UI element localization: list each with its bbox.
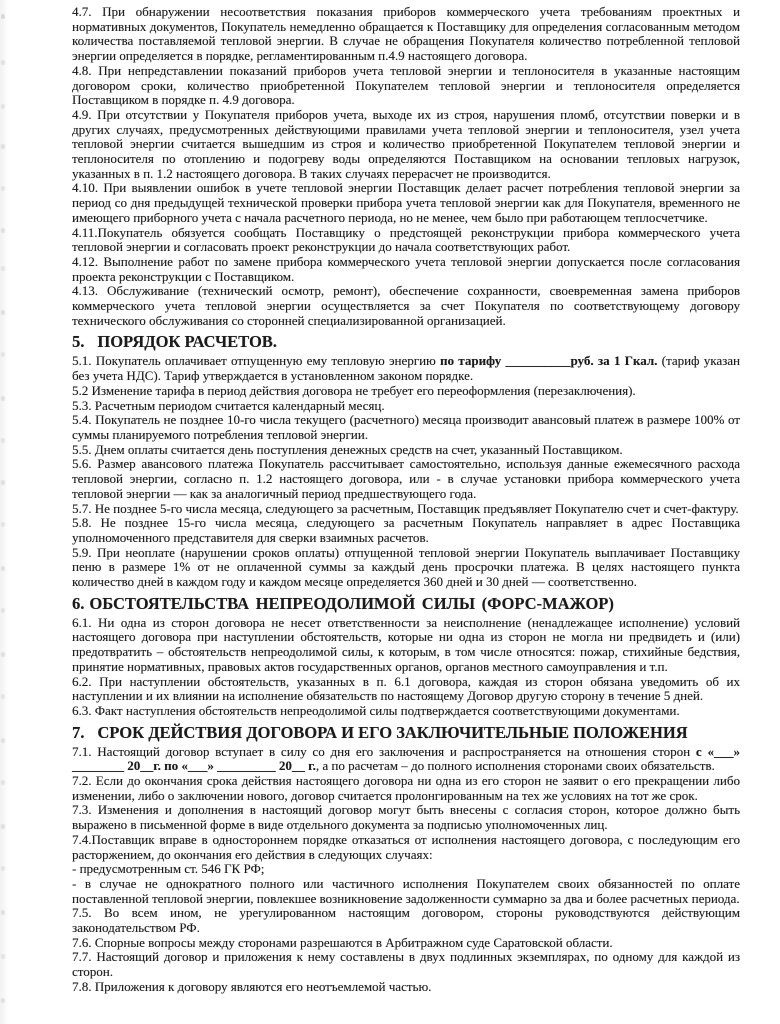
scan-specks bbox=[1, 14, 5, 19]
section-number: 5. bbox=[72, 332, 85, 352]
clause-5-1 bbox=[72, 354, 740, 383]
section-number: 7. bbox=[72, 722, 85, 742]
clause-7-5: 7.5. Во всем ином, не урегулированном настоящим договором, стороны руководствуются действующим законодательством РФ. bbox=[72, 905, 740, 936]
clause-5-8: 5.8. Не позднее 15-го числа месяца, следующего за расчетным Покупатель направляет в адрес Поставщика уполномоченного представителя для сверки взаимных расчетов. bbox=[72, 515, 740, 545]
clause-text-lead: 5.1. Покупатель оплачивает отпущенную ему тепловую энергию bbox=[72, 353, 441, 369]
section-number: 6. bbox=[72, 593, 85, 613]
clause-5-5: 5.5. Днем оплаты считается день поступления денежных средств на счет, указанный Поставщиком. bbox=[72, 441, 623, 457]
clause-7-2: 7.2. Если до окончания срока действия настоящего договора ни одна из его сторон не заявит о его прекращении либо изменении, либо о заключении нового, договор считается пролонгированным на тех же условиях на тот же срок. bbox=[72, 773, 740, 803]
clause-text-lead: 7.1. Настоящий договор вступает в силу со дня его заключения и распространяется на отношения сторон bbox=[72, 743, 696, 759]
section-heading-force-majeure bbox=[72, 594, 740, 614]
clause-5-3: 5.3. Расчетным периодом считается календарный месяц. bbox=[72, 397, 385, 413]
tariff-blank-field: по тарифу __________руб. за 1 Гкал. bbox=[440, 353, 658, 369]
clause-4-11: 4.11.Покупатель обязуется сообщать Поставщику о предстоящей реконструкции прибора коммерческого учета тепловой энергии и согласовать проект реконструкции до начала соответствующих работ. bbox=[72, 224, 740, 255]
clause-text-tail: (тариф указан без учета НДС). Тариф утверждается в установленном законом порядке. bbox=[72, 353, 740, 384]
clause-7-4: 7.4.Поставщик вправе в одностороннем порядке отказаться от исполнения настоящего договора, с последующим его расторжением, до окончания его действия в следующих случаях: bbox=[72, 831, 740, 862]
clause-4-9: 4.9. При отсутствии у Покупателя приборов учета, выходе их из строя, нарушения пломб, отсутствии поверки и в других случаях, предусмотренных действующими правилами учета тепловой энергии и теплоносителя, узел учета тепловой энергии считается вышедшим из строя и количество приобретенной Покупателем тепловой энергии и теплоносителя по отоплению и подогреву воды определяются Поставщиком на основании тепловых нагрузок, указанных в п. 1.2 настоящего договора. В таких случаях перерасчет не производится. bbox=[72, 106, 740, 181]
clause-4-10: 4.10. При выявлении ошибок в учете тепловой энергии Поставщик делает расчет потребления тепловой энергии за период со дня предыдущей технической проверки прибора учета тепловой энергии как для Покупателя, временного не имеющего приборного учета с начала расчетного периода, но не менее, чем было при работающем теплосчетчике. bbox=[72, 180, 740, 225]
clause-5-2: 5.2 Изменение тарифа в период действия договора не требует его переоформления (перезаключения). bbox=[72, 382, 636, 398]
clause-6-3: 6.3. Факт наступления обстоятельств непреодолимой силы подтверждается соответствующими документами. bbox=[72, 702, 680, 718]
clause-5-7: 5.7. Не позднее 5-го числа месяца, следующего за расчетным, Поставщик предъявляет Покупателю счет и счет-фактуру. bbox=[72, 500, 739, 516]
clause-7-1 bbox=[72, 745, 740, 774]
section-heading-payments bbox=[72, 332, 740, 352]
date-blank-fields: с «___» ________ 20__г. по «___» _________ 20__ г. bbox=[72, 743, 740, 774]
clause-7-6: 7.6. Спорные вопросы между сторонами разрешаются в Арбитражном суде Саратовской области. bbox=[72, 934, 613, 950]
section-title: СРОК ДЕЙСТВИЯ ДОГОВОРА И ЕГО ЗАКЛЮЧИТЕЛЬНЫЕ ПОЛОЖЕНИЯ bbox=[97, 722, 688, 742]
clause-5-9: 5.9. При неоплате (нарушении сроков оплаты) отпущенной тепловой энергии Покупатель выплачивает Поставщику пеню в размере 1% от не оплаченной суммы за каждый день просрочки платежа. В целях настоящего пункта количество дней в каждом году и каждом месяце определяется 360 дней и 30 дней — соответственно. bbox=[72, 544, 740, 590]
page-text-column bbox=[72, 5, 740, 995]
clause-4-7: 4.7. При обнаружении несоответствия показания приборов коммерческого учета требованиям проектных и нормативных документов, Покупатель немедленно обращается к Поставщику для определения согласованным методом количества поставляемой тепловой энергии. В случае не обращения Покупателя количество потребленной тепловой энергии определяется в порядке, регламентированным п.4.9 настоящего договора. bbox=[72, 4, 740, 64]
section-title: ПОРЯДОК РАСЧЕТОВ. bbox=[97, 332, 277, 352]
section-heading-term bbox=[72, 723, 740, 743]
clause-6-2: 6.2. При наступлении обстоятельств, указанных в п. 6.1 договора, каждая из сторон обязана уведомить об их наступлении и их влиянии на исполнение обязательств по настоящему Договор другую сторону в течение 5 дней. bbox=[72, 673, 740, 704]
clause-text-tail: , а по расчетам – до полного исполнения сторонами своих обязательств. bbox=[315, 758, 715, 774]
clause-7-7: 7.7. Настоящий договор и приложения к нему составлены в двух подлинных экземплярах, по одному для каждой из сторон. bbox=[72, 949, 740, 980]
clause-7-8: 7.8. Приложения к договору являются его неотъемлемой частью. bbox=[72, 978, 432, 994]
clause-4-8: 4.8. При непредставлении показаний приборов учета тепловой энергии и теплоносителя в указанные настоящим договором сроки, количество приобретенной Покупателем тепловой энергии и теплоносителя определяется Поставщиком в порядке п. 4.9 договора. bbox=[72, 62, 740, 108]
clause-7-4-item-2: - в случае не однократного полного или частичного исполнения Покупателем своих обязанностей по оплате поставленной тепловой энергии, повлекшее возникновение задолженности суммарно за два и более расчетных периода. bbox=[72, 875, 740, 906]
clause-4-13: 4.13. Обслуживание (технический осмотр, ремонт), обеспечение сохранности, своевременная замена приборов коммерческого учета тепловой энергии осуществляется за счет Покупателя по соответствующему договору технического обслуживания со сторонней специализированной организацией. bbox=[72, 283, 740, 328]
clause-6-1: 6.1. Ни одна из сторон договора не несет ответственности за неисполнение (ненадлежащее исполнение) условий настоящего договора при наступлении обстоятельств, которые ни одна из сторон не могла ни предвидеть и (или) предотвратить – обстоятельств непреодолимой силы, к которым, в том числе относятся: пожар, стихийные бедствия, принятие нормативных, правовых актов государственных органов, органов местного самоуправления и т.п. bbox=[72, 614, 740, 674]
clause-4-12: 4.12. Выполнение работ по замене прибора коммерческого учета тепловой энергии допускается после согласования проекта реконструкции с Поставщиком. bbox=[72, 253, 740, 284]
clause-5-6: 5.6. Размер авансового платежа Покупатель рассчитывает самостоятельно, используя данные ежемесячного расхода тепловой энергии, согласно п. 1.2 настоящего договора, или - в случае установки прибора коммерческого учета тепловой энергии — как за аналогичный период предшествующего года. bbox=[72, 456, 740, 501]
clause-7-3: 7.3. Изменения и дополнения в настоящий договор могут быть внесены с согласия сторон, которое должно быть выражено в письменной форме в виде отдельного документа за подписью уполномоченных лиц. bbox=[72, 802, 740, 833]
scan-edge-shade bbox=[0, 0, 9, 1024]
section-title: ОБСТОЯТЕЛЬСТВА НЕПРЕОДОЛИМОЙ СИЛЫ (ФОРС-МАЖОР) bbox=[89, 593, 614, 613]
clause-7-4-item-1: - предусмотренным ст. 546 ГК РФ; bbox=[72, 861, 265, 877]
clause-5-4: 5.4. Покупатель не позднее 10-го числа текущего (расчетного) месяца производит авансовый платеж в размере 100% от суммы планируемого потребления тепловой энергии. bbox=[72, 412, 740, 442]
